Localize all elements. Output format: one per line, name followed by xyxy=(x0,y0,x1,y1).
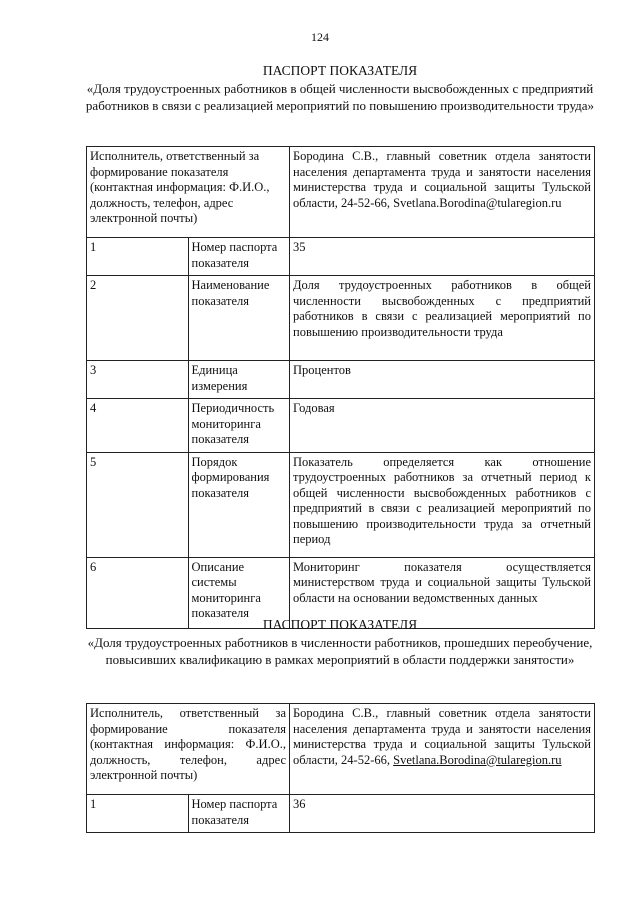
executor-value-cell xyxy=(290,147,595,238)
row-number: 2 xyxy=(87,276,189,361)
row-value: Годовая xyxy=(290,399,595,453)
passport-1-heading: ПАСПОРТ ПОКАЗАТЕЛЯ xyxy=(262,63,418,78)
row-number: 3 xyxy=(87,361,189,399)
executor-value: Бородина С.В., главный советник отдела занятости населения департамента труда и занятости населения министерства труда и социальной защиты Тульской области, 24-52-66, xyxy=(293,706,591,767)
row-value: 36 xyxy=(290,795,595,833)
row-label: Номер паспорта показателя xyxy=(188,795,290,833)
table-row xyxy=(87,399,595,453)
row-label: Номер паспорта показателя xyxy=(188,238,290,276)
row-label: Периодичность мониторинга показателя xyxy=(188,399,290,453)
executor-value-cell xyxy=(290,704,595,795)
row-value: Процентов xyxy=(290,361,595,399)
row-label: Порядок формирования показателя xyxy=(188,452,290,557)
row-number: 6 xyxy=(87,557,189,628)
page-number: 124 xyxy=(311,30,329,44)
row-value: Доля трудоустроенных работников в общей численности высвобожденных с предприятий работников в связи с реализацией мероприятий по повышению производительности труда xyxy=(290,276,595,361)
row-label: Наименование показателя xyxy=(188,276,290,361)
passport-2-subtitle: «Доля трудоустроенных работников в численности работников, прошедших переобучение, повысивших квалификацию в рамках мероприятий в области поддержки занятости» xyxy=(87,635,593,667)
table-row xyxy=(87,238,595,276)
executor-row xyxy=(87,704,595,795)
executor-label: Исполнитель, ответственный за формирование показателя (контактная информация: Ф.И.О., должность, телефон, адрес электронной почты) xyxy=(87,147,290,238)
row-number: 1 xyxy=(87,238,189,276)
row-label: Единица измерения xyxy=(188,361,290,399)
table-row xyxy=(87,276,595,361)
executor-value: Бородина С.В., главный советник отдела занятости населения департамента труда и занятости населения министерства труда и социальной защиты Тульской области, 24-52-66, xyxy=(293,149,591,210)
row-value: Мониторинг показателя осуществляется министерством труда и социальной защиты Тульской области на основании ведомственных данных xyxy=(290,557,595,628)
passport-2-table xyxy=(86,703,595,833)
passport-2-heading: ПАСПОРТ ПОКАЗАТЕЛЯ xyxy=(262,617,418,632)
row-value: 35 xyxy=(290,238,595,276)
row-number: 4 xyxy=(87,399,189,453)
passport-1-subtitle: «Доля трудоустроенных работников в общей численности высвобожденных с предприятий работников в связи с реализацией мероприятий по повышению производительности труда» xyxy=(85,81,595,113)
row-label: Описание системы мониторинга показателя xyxy=(188,557,290,628)
executor-row xyxy=(87,147,595,238)
executor-label: Исполнитель, ответственный за формирование показателя (контактная информация: Ф.И.О., должность, телефон, адрес электронной почты) xyxy=(87,704,290,795)
table-row xyxy=(87,452,595,557)
passport-1-table xyxy=(86,146,595,629)
row-number: 5 xyxy=(87,452,189,557)
row-value: Показатель определяется как отношение трудоустроенных работников за отчетный период к общей численности высвобожденных работников с предприятий в связи с реализацией мероприятий по повышению производительности труда за отчетный период xyxy=(290,452,595,557)
row-number: 1 xyxy=(87,795,189,833)
table-row xyxy=(87,795,595,833)
table-row xyxy=(87,361,595,399)
executor-email: Svetlana.Borodina@tularegion.ru xyxy=(393,752,562,767)
executor-email: Svetlana.Borodina@tularegion.ru xyxy=(393,195,562,210)
